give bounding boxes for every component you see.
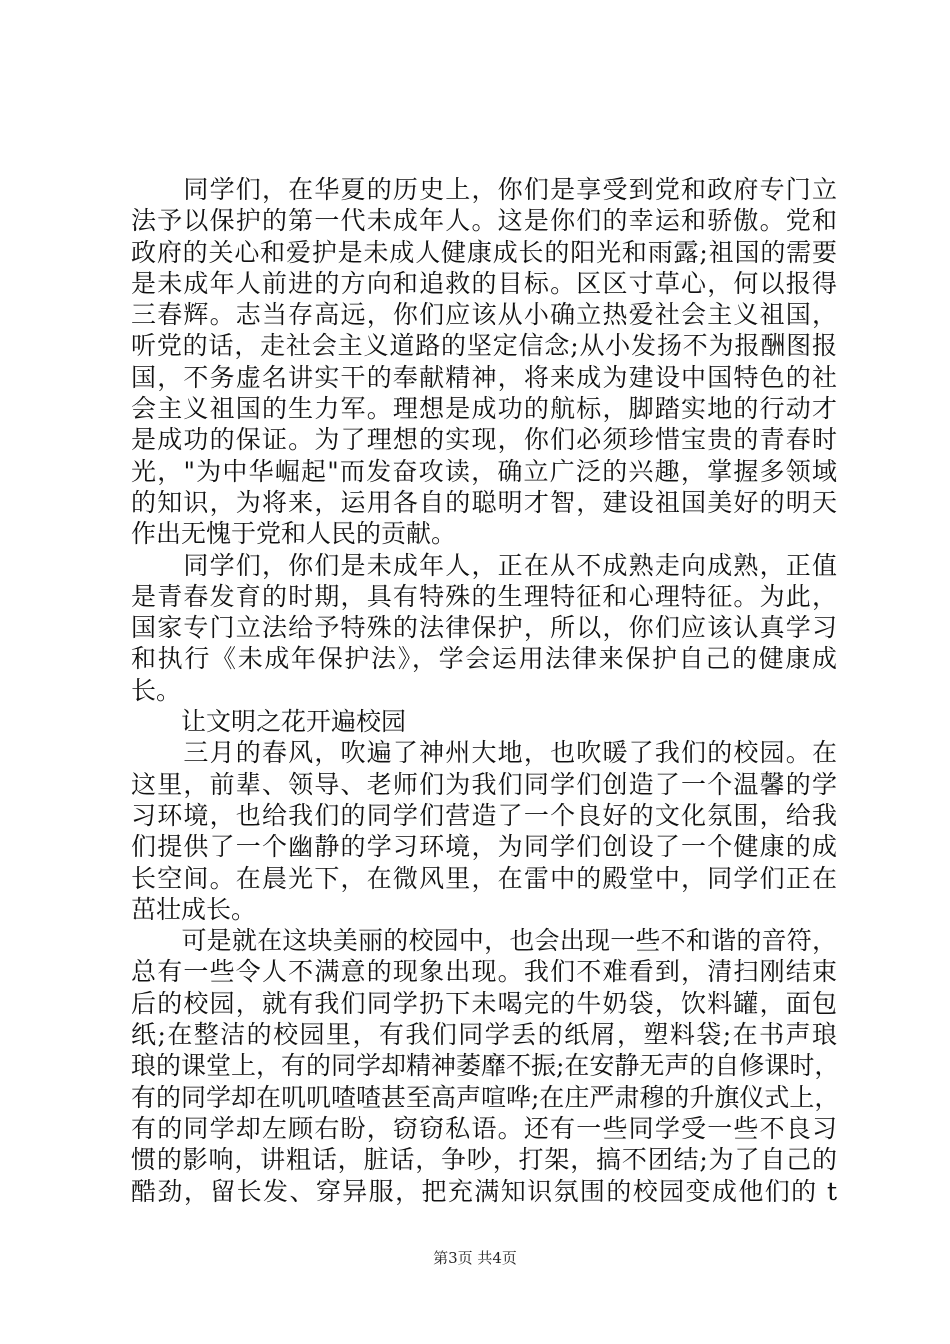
text-line: 三月的春风，吹遍了神州大地，也吹暖了我们的校园。在 [131,738,837,768]
text-line: 习环境，也给我们的同学们营造了一个良好的文化氛围，给我 [131,800,837,830]
text-line: 长空间。在晨光下，在微风里，在雷中的殿堂中，同学们正在 [131,863,837,893]
text-line: 琅的课堂上，有的同学却精神萎靡不振;在安静无声的自修课时， [131,1051,840,1081]
section-heading: 让文明之花开遍校园 [131,707,407,737]
text-line: 后的校园，就有我们同学扔下未喝完的牛奶袋，饮料罐，面包 [131,988,837,1018]
text-line: 同学们，在华夏的历史上，你们是享受到党和政府专门立 [131,175,837,204]
text-line: 这里，前辈、领导、老师们为我们同学们创造了一个温馨的学 [131,769,837,799]
text-line: 惯的影响，讲粗话，脏话，争吵，打架，搞不团结;为了自己的 [131,1145,837,1175]
text-line: 茁壮成长。 [131,894,257,924]
text-line: 政府的关心和爱护是未成人健康成长的阳光和雨露;祖国的需要 [131,237,837,267]
text-line: 作出无愧于党和人民的贡献。 [131,519,457,549]
text-line: 国，不务虚名讲实干的奉献精神，将来成为建设中国特色的社 [131,362,837,392]
text-line: 有的同学却左顾右盼，窃窃私语。还有一些同学受一些不良习 [131,1113,837,1143]
text-line: 是成功的保证。为了理想的实现，你们必须珍惜宝贵的青春时 [131,425,837,455]
document-body [131,174,840,1207]
text-line: 的知识，为将来，运用各自的聪明才智，建设祖国美好的明天 [131,487,837,517]
text-line: 会主义祖国的生力军。理想是成功的航标，脚踏实地的行动才 [131,394,837,424]
text-line: 有的同学却在叽叽喳喳甚至高声喧哗;在庄严肃穆的升旗仪式上， [131,1082,840,1112]
text-line: 是未成年人前进的方向和追救的目标。区区寸草心，何以报得 [131,268,837,298]
text-line: 是青春发育的时期，具有特殊的生理特征和心理特征。为此， [131,581,837,611]
page-footer: 第3页 共4页 [433,1249,517,1267]
text-line: 长。 [131,675,182,705]
text-line: 三春辉。志当存高远，你们应该从小确立热爱社会主义祖国， [131,300,837,330]
text-line: 听党的话，走社会主义道路的坚定信念;从小发扬不为报酬图报 [131,331,837,361]
text-line: 们提供了一个幽静的学习环境，为同学们创设了一个健康的成 [131,832,837,862]
text-line: 可是就在这块美丽的校园中，也会出现一些不和谐的音符， [131,926,837,956]
text-line: 和执行《未成年保护法》，学会运用法律来保护自己的健康成 [131,644,837,674]
text-line: 纸;在整洁的校园里，有我们同学丢的纸屑，塑料袋;在书声琅 [131,1020,837,1050]
text-line: 总有一些令人不满意的现象出现。我们不难看到，清扫刚结束 [131,957,837,987]
text-line: 同学们，你们是未成年人，正在从不成熟走向成熟，正值 [131,550,837,580]
text-line: 国家专门立法给予特殊的法律保护，所以，你们应该认真学习 [131,613,837,643]
text-line: 酷劲，留长发、穿异服，把充满知识氛围的校园变成他们的 t [131,1176,837,1206]
text-line: 法予以保护的第一代未成年人。这是你们的幸运和骄傲。党和 [131,206,837,236]
text-line: 光，"为中华崛起"而发奋攻读，确立广泛的兴趣，掌握多领域 [131,456,837,486]
